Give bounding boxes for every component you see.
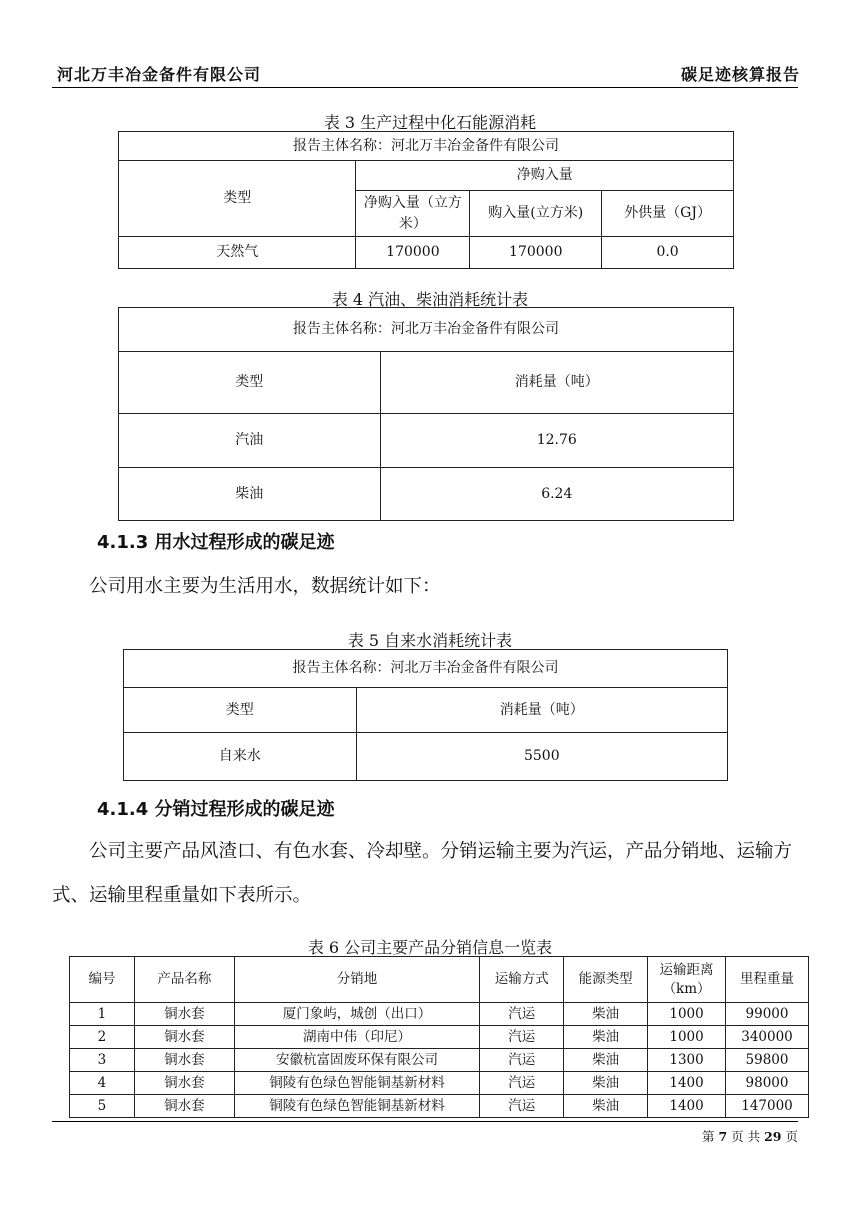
table4-cell-amount: 12.76 <box>380 414 733 468</box>
table5-caption: 表 5 自来水消耗统计表 <box>347 631 513 650</box>
section-414-paragraph: 公司主要产品风渣口、有色水套、冷却壁。分销运输主要为汽运，产品分销地、运输方式、运输里程重量如下表所示。 <box>52 841 793 906</box>
table-row <box>70 1095 809 1118</box>
page-total: 29 <box>764 1129 782 1144</box>
table3-cell-out: 0.0 <box>602 237 734 269</box>
section-413-paragraph: 公司用水主要为生活用水，数据统计如下： <box>89 576 441 597</box>
table3-col-buy: 购入量(立方米) <box>470 191 602 237</box>
header-report-title: 碳足迹核算报告 <box>680 65 800 84</box>
table6-col-weight: 里程重量 <box>726 957 809 1003</box>
table5 <box>123 649 728 781</box>
table5-cell-amount: 5500 <box>356 733 727 781</box>
table6-cell-mode: 汽运 <box>480 1049 564 1072</box>
table6-cell-energy: 柴油 <box>564 1072 648 1095</box>
table4-cell-type: 柴油 <box>119 468 381 521</box>
table6-caption: 表 6 公司主要产品分销信息一览表 <box>307 938 553 957</box>
table5-col-type: 类型 <box>124 688 357 733</box>
header-rule <box>52 87 798 88</box>
table-row <box>70 1049 809 1072</box>
table3-subject: 报告主体名称：河北万丰冶金备件有限公司 <box>119 132 734 161</box>
table3-cell-net: 170000 <box>356 237 470 269</box>
table4 <box>118 307 734 521</box>
table6-cell-distance: 1300 <box>648 1049 726 1072</box>
table4-col-amount: 消耗量（吨） <box>380 352 733 414</box>
table4-col-type: 类型 <box>119 352 381 414</box>
table6-col-product: 产品名称 <box>134 957 234 1003</box>
page-number <box>702 1127 798 1145</box>
table-row <box>70 1003 809 1026</box>
table6-cell-weight: 98000 <box>726 1072 809 1095</box>
table6-cell-product: 铜水套 <box>134 1072 234 1095</box>
table6-col-distance: 运输距离（km） <box>648 957 726 1003</box>
page-suffix: 页 <box>785 1129 798 1144</box>
table6 <box>69 956 809 1118</box>
table-row <box>70 1026 809 1049</box>
table-row <box>124 733 728 781</box>
table6-cell-distance: 1000 <box>648 1026 726 1049</box>
table6-cell-product: 铜水套 <box>134 1003 234 1026</box>
table6-cell-dest: 铜陵有色绿色智能铜基新材料 <box>234 1095 480 1118</box>
table6-cell-mode: 汽运 <box>480 1026 564 1049</box>
table6-cell-distance: 1000 <box>648 1003 726 1026</box>
table4-subject: 报告主体名称：河北万丰冶金备件有限公司 <box>119 308 734 352</box>
table6-col-no: 编号 <box>70 957 135 1003</box>
page-prefix: 第 <box>701 1129 715 1144</box>
table6-cell-dest: 安徽杭富固废环保有限公司 <box>234 1049 480 1072</box>
table6-cell-product: 铜水套 <box>134 1026 234 1049</box>
table6-cell-energy: 柴油 <box>564 1095 648 1118</box>
table6-cell-mode: 汽运 <box>480 1072 564 1095</box>
table4-cell-amount: 6.24 <box>380 468 733 521</box>
table-row <box>119 414 734 468</box>
table6-cell-product: 铜水套 <box>134 1049 234 1072</box>
table3-cell-buy: 170000 <box>470 237 602 269</box>
table3 <box>118 131 734 269</box>
table6-cell-energy: 柴油 <box>564 1026 648 1049</box>
section-heading-413: 4.1.3 用水过程形成的碳足迹 <box>97 532 335 553</box>
table6-col-energy: 能源类型 <box>564 957 648 1003</box>
table6-col-mode: 运输方式 <box>480 957 564 1003</box>
table6-cell-no: 2 <box>70 1026 135 1049</box>
page-middle: 页 共 <box>731 1129 761 1144</box>
table6-cell-distance: 1400 <box>648 1095 726 1118</box>
table6-cell-energy: 柴油 <box>564 1049 648 1072</box>
table-row <box>119 237 734 269</box>
table6-cell-distance: 1400 <box>648 1072 726 1095</box>
table6-cell-dest: 厦门象屿，城创（出口） <box>234 1003 480 1026</box>
table3-col-group: 净购入量 <box>356 161 734 191</box>
table6-cell-dest: 湖南中伟（印尼） <box>234 1026 480 1049</box>
table6-cell-energy: 柴油 <box>564 1003 648 1026</box>
table3-col-type: 类型 <box>119 161 356 237</box>
table6-col-dest: 分销地 <box>234 957 480 1003</box>
table5-subject: 报告主体名称：河北万丰冶金备件有限公司 <box>124 650 728 688</box>
table6-cell-no: 3 <box>70 1049 135 1072</box>
table6-cell-product: 铜水套 <box>134 1095 234 1118</box>
table3-col-net: 净购入量（立方米） <box>356 191 470 237</box>
table4-cell-type: 汽油 <box>119 414 381 468</box>
table6-cell-mode: 汽运 <box>480 1003 564 1026</box>
table-row <box>70 1072 809 1095</box>
table6-cell-weight: 59800 <box>726 1049 809 1072</box>
page-current: 7 <box>718 1129 728 1144</box>
table6-cell-no: 5 <box>70 1095 135 1118</box>
footer-rule <box>52 1121 798 1122</box>
table4-caption: 表 4 汽油、柴油消耗统计表 <box>331 290 529 309</box>
table5-col-amount: 消耗量（吨） <box>356 688 727 733</box>
section-heading-414: 4.1.4 分销过程形成的碳足迹 <box>97 799 335 820</box>
table3-col-out: 外供量（GJ） <box>602 191 734 237</box>
table6-cell-dest: 铜陵有色绿色智能铜基新材料 <box>234 1072 480 1095</box>
table3-caption: 表 3 生产过程中化石能源消耗 <box>323 113 537 132</box>
table6-cell-no: 4 <box>70 1072 135 1095</box>
table6-cell-weight: 99000 <box>726 1003 809 1026</box>
header-company: 河北万丰冶金备件有限公司 <box>57 65 262 84</box>
table5-cell-type: 自来水 <box>124 733 357 781</box>
table-row <box>119 468 734 521</box>
table6-cell-mode: 汽运 <box>480 1095 564 1118</box>
table3-cell-type: 天然气 <box>119 237 356 269</box>
table6-cell-no: 1 <box>70 1003 135 1026</box>
table6-cell-weight: 147000 <box>726 1095 809 1118</box>
table6-cell-weight: 340000 <box>726 1026 809 1049</box>
